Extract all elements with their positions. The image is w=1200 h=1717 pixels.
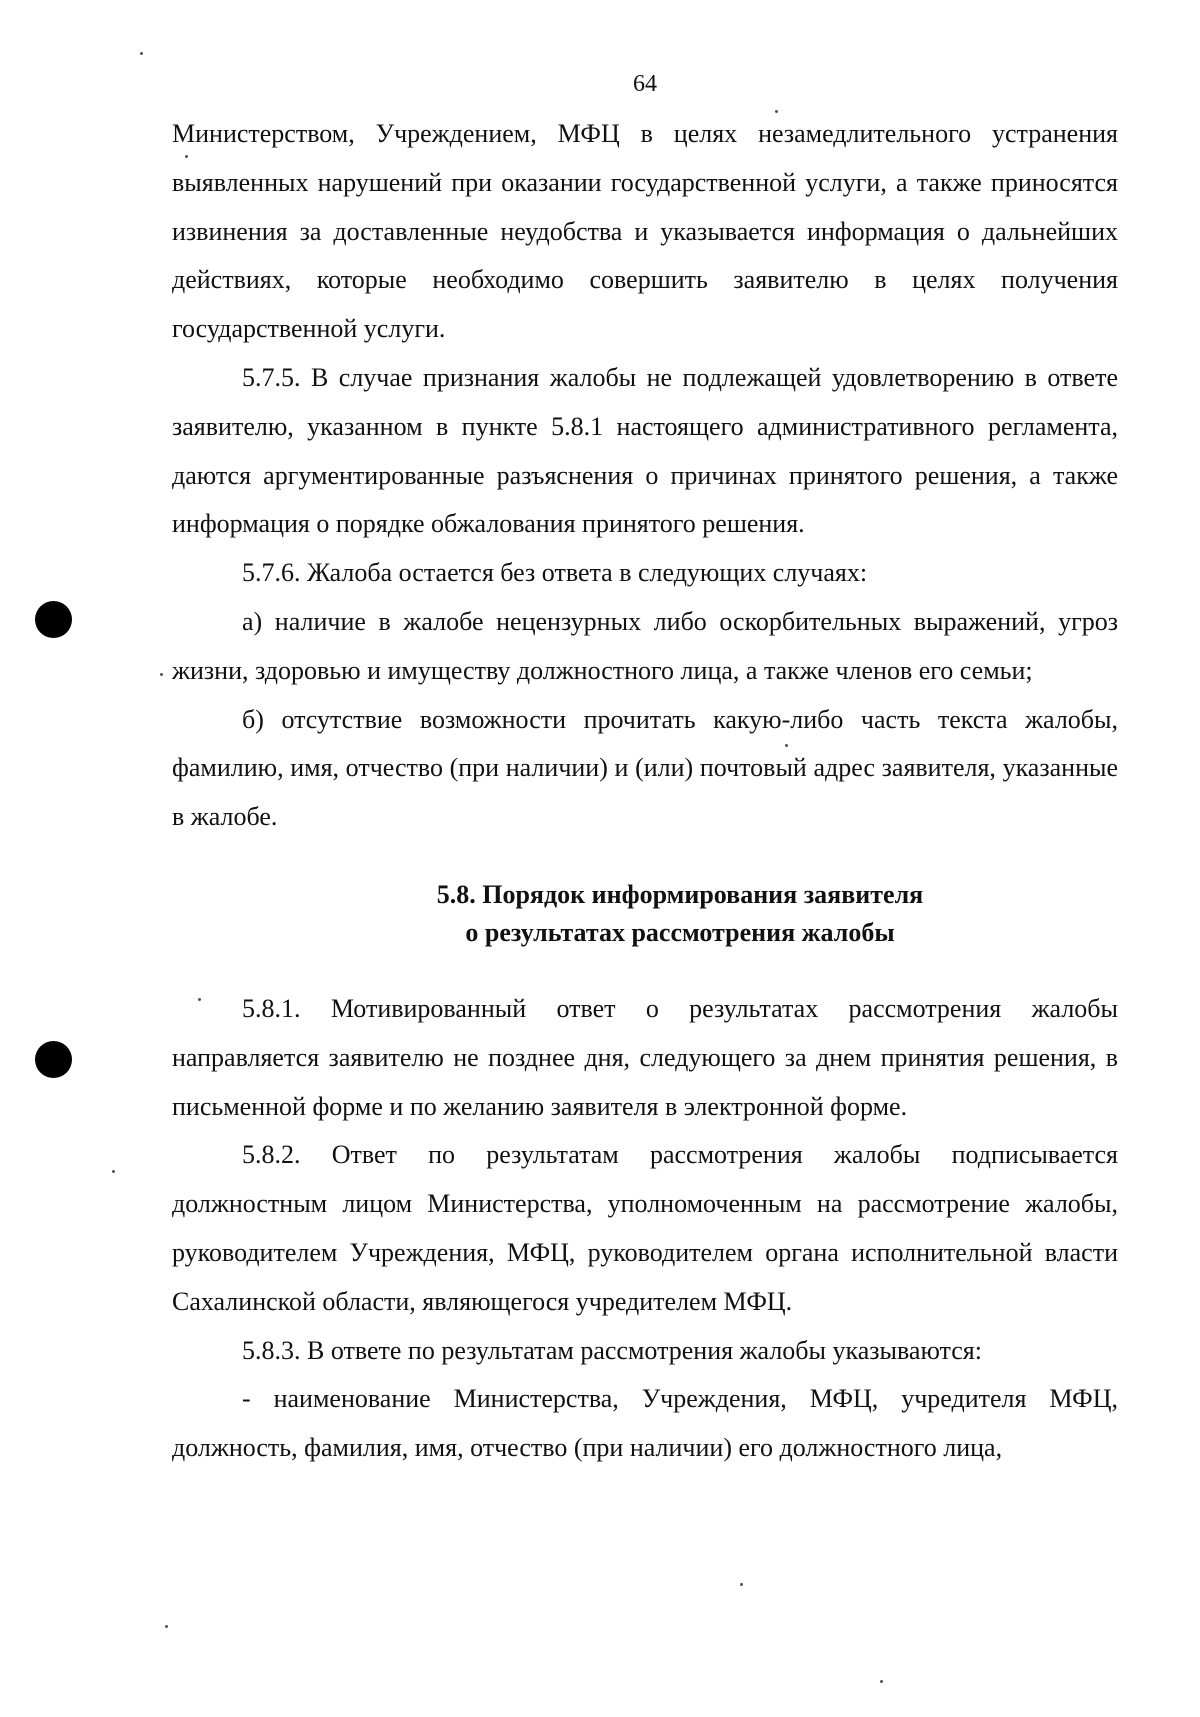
scan-speck	[740, 1583, 743, 1586]
section-heading-line: о результатах рассмотрения жалобы	[465, 917, 895, 947]
paragraph-5-7-6: 5.7.6. Жалоба остается без ответа в следующих случаях:	[242, 558, 868, 588]
paragraph-5-8-3: 5.8.3. В ответе по результатам рассмотрения жалобы указываются:	[242, 1335, 982, 1365]
page-number: 64	[633, 71, 657, 97]
scan-speck	[165, 1625, 168, 1628]
section-heading-line: 5.8. Порядок информирования заявителя	[436, 879, 924, 909]
punch-hole-mark	[35, 601, 72, 638]
scan-speck	[880, 1680, 883, 1683]
scan-speck	[140, 52, 143, 55]
paragraph-list-item: - наименование Министерства, Учреждения, МФЦ, учредителя МФЦ, должность, фамилия, имя, отчество (при наличии) его должностного лица,	[172, 1384, 1118, 1463]
paragraph-5-8-2: 5.8.2. Ответ по результатам рассмотрения жалобы подписывается должностным лицом Министерства, уполномоченным на рассмотрение жалобы, руководителем Учреждения, МФЦ, руководителем органа исполнительной власти Сахалинской области, являющегося учредителем МФЦ.	[172, 1140, 1118, 1316]
punch-hole-mark	[35, 1041, 72, 1078]
scan-speck	[112, 1170, 115, 1173]
section-heading-5-8	[172, 876, 1118, 952]
paragraph-continuation: Министерством, Учреждением, МФЦ в целях незамедлительного устранения выявленных нарушений при оказании государственной услуги, а также приносятся извинения за доставленные неудобства и указывается информация о дальнейших действиях, которые необходимо совершить заявителю в целях получения государственной услуги.	[172, 119, 1118, 344]
document-body	[172, 110, 1118, 1473]
paragraph-item-b: б) отсутствие возможности прочитать какую-либо часть текста жалобы, фамилию, имя, отчество (при наличии) и (или) почтовый адрес заявителя, указанные в жалобе.	[172, 704, 1118, 832]
scan-speck	[160, 673, 163, 676]
paragraph-5-7-5: 5.7.5. В случае признания жалобы не подлежащей удовлетворению в ответе заявителю, указанном в пункте 5.8.1 настоящего административного регламента, даются аргументированные разъяснения о причинах принятого решения, а также информация о порядке обжалования принятого решения.	[172, 362, 1118, 539]
paragraph-5-8-1: 5.8.1. Мотивированный ответ о результатах рассмотрения жалобы направляется заявителю не позднее дня, следующего за днем принятия решения, в письменной форме и по желанию заявителя в электронной форме.	[172, 993, 1118, 1121]
paragraph-item-a: а) наличие в жалобе нецензурных либо оскорбительных выражений, угроз жизни, здоровью и имуществу должностного лица, а также членов его семьи;	[172, 606, 1118, 685]
